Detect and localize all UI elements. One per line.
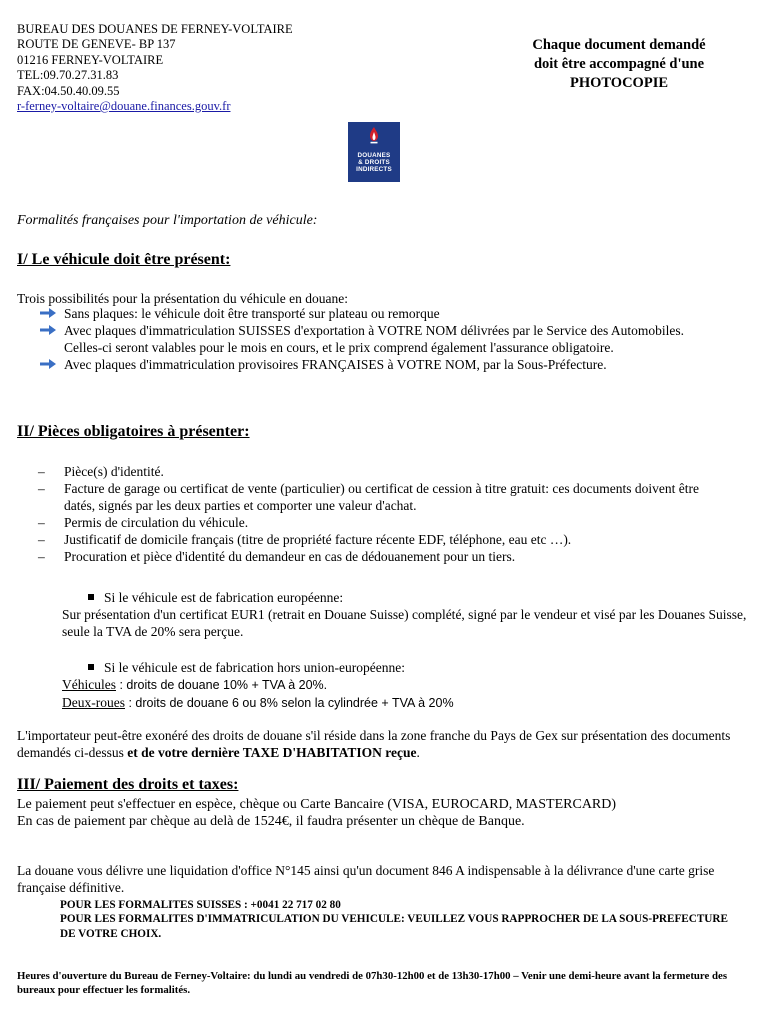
payment-info [17,796,752,830]
eu-text: Sur présentation d'un certificat EUR1 (retrait en Douane Suisse) complété, signé par le vendeur et visé par les Douanes Suisse, seule la TVA de 20% sera perçue. [62,607,747,639]
opening-hours: Heures d'ouverture du Bureau de Ferney-Voltaire: du lundi au vendredi de 07h30-12h00 et de 13h30-17h00 – Venir une demi-heure avant la fermeture des bureaux pour effectuer les formalités. [17,970,728,997]
section-1-lead: Trois possibilités pour la présentation du véhicule en douane: [17,291,348,306]
email-link[interactable]: r-ferney-voltaire@douane.finances.gouv.fr [17,99,231,114]
required-documents-list [38,463,728,565]
logo-line: & DROITS [358,159,390,166]
document-item [38,548,728,565]
blue-arrow-icon [40,359,56,369]
registration-formalities: POUR LES FORMALITES D'IMMATRICULATION DU VEHICULE: VEUILLEZ VOUS RAPPROCHER DE LA SOUS-PREFECTURE DE VOTRE CHOIX. [60,913,728,940]
note-line: doit être accompagné d'une [533,56,705,72]
option-item [40,356,720,373]
option-text: Avec plaques d'immatriculation SUISSES d'exportation à VOTRE NOM délivrées par le Service des Automobiles. Celles-ci seront valables pour le mois en cours, et le prix comprend également l'assurance obligatoire. [64,323,684,355]
non-eu-heading: Si le véhicule est de fabrication hors union-européenne: [62,659,752,676]
logo-line: INDIRECTS [356,166,392,173]
section-1-title: I/ Le véhicule doit être présent: [17,251,231,268]
presentation-options [40,305,720,373]
option-item [40,305,720,322]
logo-line: DOUANES [357,152,391,159]
non-eu-vehicle-block [62,659,752,712]
address-line: FAX:04.50.40.09.55 [17,83,120,98]
blue-arrow-icon [40,325,56,335]
option-item [40,322,720,356]
note-line: Chaque document demandé [532,37,706,53]
document-text: Facture de garage ou certificat de vente (particulier) ou certificat de cession à titre gratuit: ces documents doivent être datés, signés par les deux parties et comporter une valeur d'achat. [64,481,699,513]
document-item [38,480,728,514]
intro-text: Formalités françaises pour l'importation de véhicule: [17,213,318,228]
vehicules-rate: Véhicules : droits de douane 10% + TVA à 20%. [62,677,328,692]
dash-mark: – [38,464,45,479]
flame-icon [369,127,379,144]
document-text: Permis de circulation du véhicule. [64,515,249,530]
document-text: Procuration et pièce d'identité du demandeur en cas de dédouanement pour un tiers. [64,549,516,564]
liquidation-paragraph: La douane vous délivre une liquidation d'office N°145 ainsi qu'un document 846 A indispensable à la délivrance d'une carte grise française définitive. [17,863,715,895]
address-line: 01216 FERNEY-VOLTAIRE [17,52,164,67]
note-line: PHOTOCOPIE [569,75,669,91]
dash-mark: – [38,549,45,564]
option-text: Sans plaques: le véhicule doit être transporté sur plateau ou remorque [64,306,440,321]
document-item [38,531,728,548]
dash-mark: – [38,481,45,496]
square-bullet-icon [88,664,94,670]
office-address [17,22,293,114]
eu-vehicle-block [62,589,752,640]
photocopy-note [488,36,750,93]
address-line: ROUTE DE GENEVE- BP 137 [17,37,176,52]
dash-mark: – [38,532,45,547]
swiss-formalities: POUR LES FORMALITES SUISSES : +0041 22 717 02 80 [60,899,341,911]
payment-line: Le paiement peut s'effectuer en espèce, chèque ou Carte Bancaire (VISA, EUROCARD, MASTERCARD) [17,797,617,812]
deuxroues-rate: Deux-roues : droits de douane 6 ou 8% selon la cylindrée + TVA à 20% [62,695,454,710]
douanes-logo [348,122,400,182]
address-line: TEL:09.70.27.31.83 [17,68,119,83]
document-item [38,514,728,531]
vehicules-label: Véhicules [62,677,116,692]
address-line: BUREAU DES DOUANES DE FERNEY-VOLTAIRE [17,22,293,36]
document-item [38,463,728,480]
document-text: Pièce(s) d'identité. [64,464,164,479]
deuxroues-label: Deux-roues [62,695,125,710]
dash-mark: – [38,515,45,530]
document-text: Justificatif de domicile français (titre de propriété facture récente EDF, téléphone, eau etc …). [64,532,572,547]
exemption-paragraph: L'importateur peut-être exonéré des droits de douane s'il réside dans la zone franche du Pays de Gex sur présentation des documents demandés ci-dessus et de votre dernière TAXE D'HABITATION reçue. [17,728,731,760]
formalities-contacts [60,898,740,941]
option-text: Avec plaques d'immatriculation provisoires FRANÇAISES à VOTRE NOM, par la Sous-Préfecture. [64,357,607,372]
exemption-emphasis: et de votre dernière TAXE D'HABITATION reçue [127,745,417,760]
blue-arrow-icon [40,308,56,318]
section-3-title: III/ Paiement des droits et taxes: [17,776,239,793]
section-2-title: II/ Pièces obligatoires à présenter: [17,423,250,440]
eu-heading: Si le véhicule est de fabrication européenne: [62,589,752,606]
square-bullet-icon [88,594,94,600]
payment-line: En cas de paiement par chèque au delà de 1524€, il faudra présenter un chèque de Banque. [17,814,525,829]
